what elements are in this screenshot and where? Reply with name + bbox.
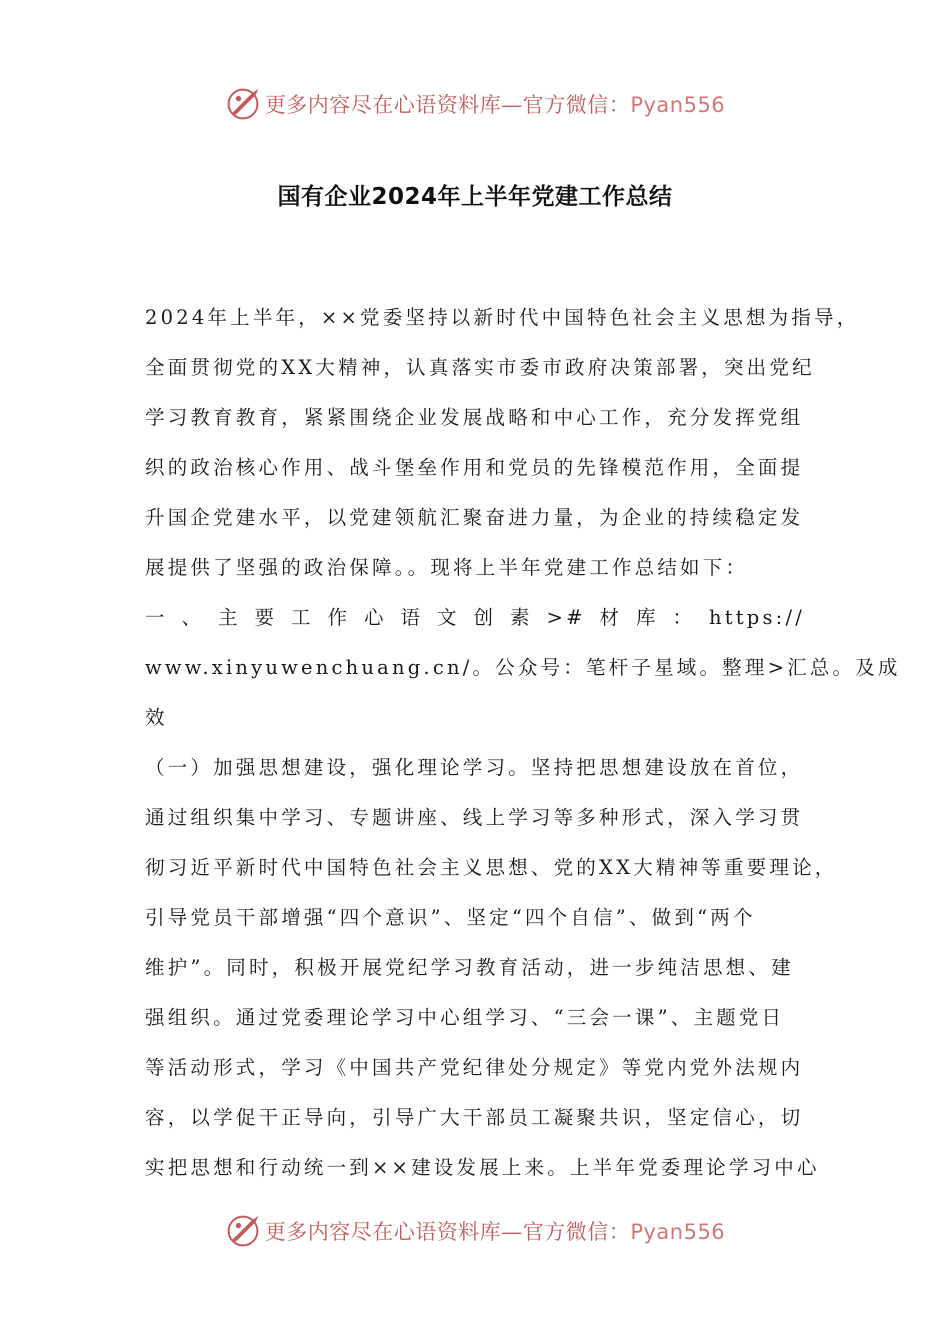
watermark-text: 更多内容尽在心语资料库—官方微信：Pyan556 [264, 1220, 726, 1244]
watermark-text: 更多内容尽在心语资料库—官方微信：Pyan556 [264, 93, 726, 117]
body-line: 等活动形式，学习《中国共产党纪律处分规定》等党内党外法规内 [145, 1056, 804, 1079]
body-line: 织的政治核心作用、战斗堡垒作用和党员的先锋模范作用，全面提 [145, 456, 804, 479]
document-body [145, 293, 901, 1193]
body-line: 学习教育教育，紧紧围绕企业发展战略和中心工作，充分发挥党组 [145, 406, 804, 429]
body-line: 通过组织集中学习、专题讲座、线上学习等多种形式，深入学习贯 [145, 806, 804, 829]
subsection-line: （一）加强思想建设，强化理论学习。坚持把思想建设放在首位， [145, 756, 804, 779]
body-line: 引导党员干部增强“四个意识”、坚定“四个自信”、做到“两个 [145, 906, 756, 929]
body-line: 实把思想和行动统一到××建设发展上来。上半年党委理论学习中心 [145, 1156, 820, 1179]
body-line: 全面贯彻党的XX大精神，认真落实市委市政府决策部署，突出党纪 [145, 356, 815, 379]
footer-watermark [0, 1211, 950, 1251]
body-line: 升国企党建水平，以党建领航汇聚奋进力量，为企业的持续稳定发 [145, 506, 804, 529]
body-line: 2024年上半年，××党委坚持以新时代中国特色社会主义思想为指导， [145, 306, 860, 329]
body-line: 维护”。同时，积极开展党纪学习教育活动，进一步纯洁思想、建 [145, 956, 794, 979]
body-line: 展提供了坚强的政治保障。。现将上半年党建工作总结如下： [145, 556, 749, 579]
header-watermark [0, 84, 950, 124]
watermark-wechat-id: Pyan556 [630, 1220, 726, 1244]
quill-logo-icon [225, 86, 261, 122]
section-heading-tail: 效 [145, 706, 168, 729]
body-line: 彻习近平新时代中国特色社会主义思想、党的XX大精神等重要理论， [145, 856, 838, 879]
document-title: 国有企业2024年上半年党建工作总结 [277, 184, 673, 210]
section-heading-line: 一、主要工作心语文创素>#材库：https:// [145, 606, 805, 629]
body-line: 强组织。通过党委理论学习中心组学习、“三会一课”、主题党日 [145, 1006, 785, 1029]
body-line: 容，以学促干正导向，引导广大干部员工凝聚共识，坚定信心，切 [145, 1106, 804, 1129]
quill-logo-icon [225, 1213, 261, 1249]
watermark-wechat-id: Pyan556 [630, 93, 726, 117]
body-line: www.xinyuwenchuang.cn/。公众号：笔杆子星域。整理>汇总。及成 [145, 656, 901, 679]
